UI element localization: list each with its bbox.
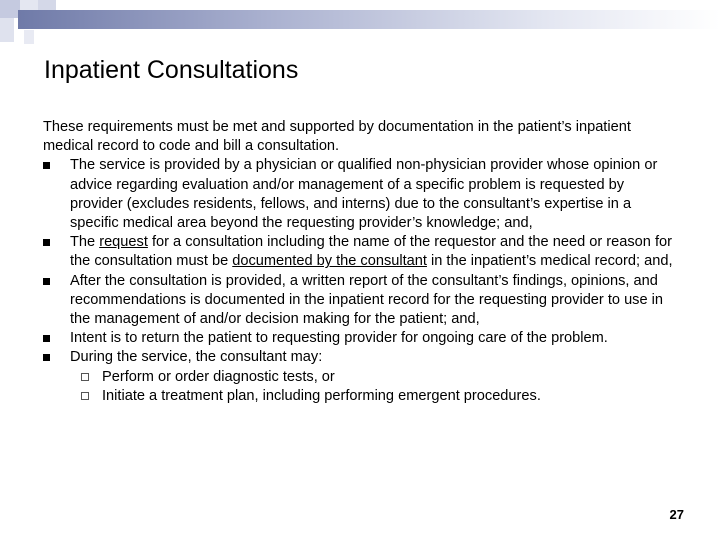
list-item: Intent is to return the patient to requesting provider for ongoing care of the problem.	[43, 329, 673, 348]
sub-list-item: Initiate a treatment plan, including performing emergent procedures.	[70, 387, 673, 406]
intro-paragraph: These requirements must be met and supported by documentation in the patient’s inpatient medical record to code and bill a consultation.	[43, 119, 631, 155]
list-item: After the consultation is provided, a written report of the consultant’s findings, opinions, and recommendations is documented in the inpatient record for the requesting provider to use in the management of and/or decision making for the patient; and,	[43, 272, 673, 330]
underlined-text: request	[99, 234, 148, 251]
sub-list	[70, 368, 673, 406]
hollow-square-bullet-icon	[81, 373, 89, 381]
square-bullet-icon	[43, 354, 50, 361]
square-bullet-icon	[43, 239, 50, 246]
requirements-list	[43, 156, 673, 406]
decorative-header-bar	[18, 10, 720, 29]
list-item: The service is provided by a physician or qualified non-physician provider whose opinion or advice regarding evaluation and/or management of a specific problem is requested by provider (excludes residents, fellows, and interns) due to the consultant’s expertise in a specific medical area beyond the requesting provider’s knowledge; and,	[43, 156, 673, 233]
square-bullet-icon	[43, 162, 50, 169]
hollow-square-bullet-icon	[81, 392, 89, 400]
square-bullet-icon	[43, 278, 50, 285]
sub-list-item: Perform or order diagnostic tests, or	[70, 368, 673, 387]
page-number: 27	[669, 507, 684, 522]
list-item: The request for a consultation including the name of the requestor and the need or reason for the consultation must be documented by the consultant in the inpatient’s medical record; and,	[43, 233, 673, 271]
square-bullet-icon	[43, 335, 50, 342]
list-item: During the service, the consultant may: Perform or order diagnostic tests, or Initiate a treatment plan, including performing emergent procedures.	[43, 348, 673, 406]
slide-body	[43, 118, 673, 406]
underlined-text: documented by the consultant	[232, 253, 427, 270]
slide-title: Inpatient Consultations	[44, 56, 299, 84]
